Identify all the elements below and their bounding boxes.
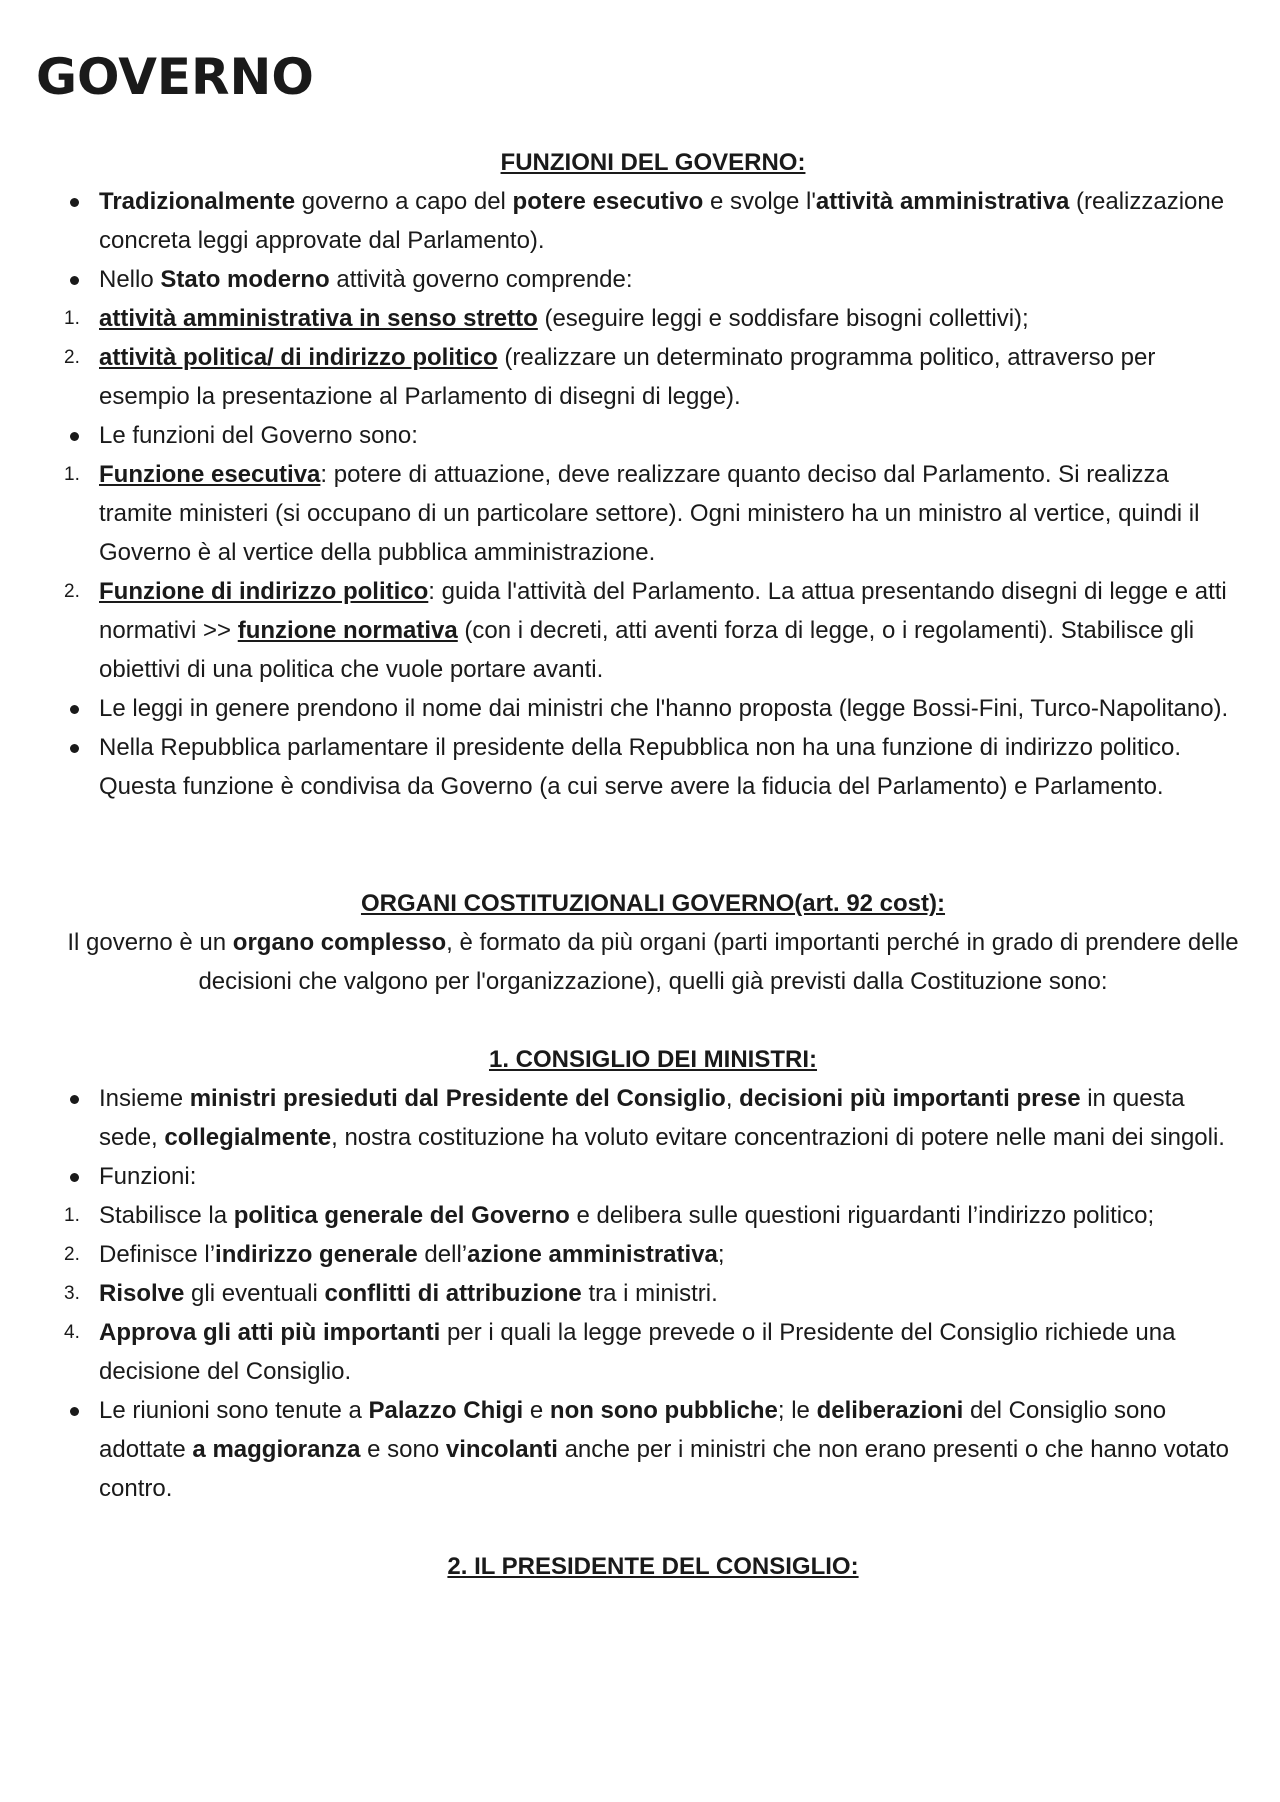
spacer bbox=[58, 1508, 1248, 1547]
section-heading-organi: ORGANI COSTITUZIONALI GOVERNO(art. 92 cost): bbox=[360, 890, 946, 917]
section-heading-consiglio-ministri: 1. CONSIGLIO DEI MINISTRI: bbox=[488, 1046, 818, 1073]
document-title: GOVERNO bbox=[36, 48, 314, 106]
document-body bbox=[58, 143, 1248, 1586]
numbered-item: 2. Definisce l’indirizzo generale dell’azione amministrativa; bbox=[58, 1235, 1248, 1274]
section-heading-funzioni: FUNZIONI DEL GOVERNO: bbox=[500, 149, 806, 176]
bullet-item: Tradizionalmente governo a capo del potere esecutivo e svolge l'attività amministrativa (realizzazione concreta leggi approvate dal Parlamento). bbox=[99, 188, 1225, 254]
numbered-item: 2. attività politica/ di indirizzo politico (realizzare un determinato programma politico, attraverso per esempio la presentazione al Parlamento di disegni di legge). bbox=[58, 338, 1248, 416]
spacer bbox=[58, 1001, 1248, 1040]
bullet-item: Le leggi in genere prendono il nome dai ministri che l'hanno proposta (legge Bossi-Fini, Turco-Napolitano). bbox=[99, 695, 1229, 722]
spacer bbox=[58, 806, 1248, 884]
numbered-item: 4. Approva gli atti più importanti per i quali la legge prevede o il Presidente del Consiglio richiede una decisione del Consiglio. bbox=[58, 1313, 1248, 1391]
numbered-item: 2. Funzione di indirizzo politico: guida l'attività del Parlamento. La attua presentando disegni di legge e atti normativi >> funzione normativa (con i decreti, atti aventi forza di legge, o i regolamenti). Stabilisce gli obiettivi di una politica che vuole portare avanti. bbox=[58, 572, 1248, 689]
bullet-item: Le funzioni del Governo sono: bbox=[99, 422, 418, 449]
bullet-item: Insieme ministri presieduti dal Presidente del Consiglio, decisioni più importanti prese in questa sede, collegialmente, nostra costituzione ha voluto evitare concentrazioni di potere nelle mani dei singoli. bbox=[99, 1085, 1225, 1151]
list-number: 2. bbox=[64, 347, 80, 368]
list-number: 3. bbox=[64, 1283, 80, 1304]
intro-paragraph: Il governo è un organo complesso, è formato da più organi (parti importanti perché in grado di prendere delle decisioni che valgono per l'organizzazione), quelli già previsti dalla Costituzione sono: bbox=[67, 929, 1239, 995]
list-number: 2. bbox=[64, 581, 80, 602]
list-number: 1. bbox=[64, 308, 80, 329]
list-number: 1. bbox=[64, 1205, 80, 1226]
list-number: 4. bbox=[64, 1322, 80, 1343]
list-number: 1. bbox=[64, 464, 80, 485]
bullet-item: Nello Stato moderno attività governo comprende: bbox=[99, 266, 633, 293]
numbered-item: 3. Risolve gli eventuali conflitti di attribuzione tra i ministri. bbox=[58, 1274, 1248, 1313]
numbered-item: 1. Stabilisce la politica generale del Governo e delibera sulle questioni riguardanti l’indirizzo politico; bbox=[58, 1196, 1248, 1235]
bullet-item: Nella Repubblica parlamentare il presidente della Repubblica non ha una funzione di indirizzo politico. Questa funzione è condivisa da Governo (a cui serve avere la fiducia del Parlamento) e Parlamento. bbox=[99, 734, 1182, 800]
section-heading-presidente-consiglio: 2. IL PRESIDENTE DEL CONSIGLIO: bbox=[447, 1553, 859, 1580]
numbered-item: 1. attività amministrativa in senso stretto (eseguire leggi e soddisfare bisogni collettivi); bbox=[58, 299, 1248, 338]
numbered-item: 1. Funzione esecutiva: potere di attuazione, deve realizzare quanto deciso dal Parlamento. Si realizza tramite ministeri (si occupano di un particolare settore). Ogni ministero ha un ministro al vertice, quindi il Governo è al vertice della pubblica amministrazione. bbox=[58, 455, 1248, 572]
list-number: 2. bbox=[64, 1244, 80, 1265]
bullet-item: Funzioni: bbox=[99, 1163, 197, 1190]
bullet-item: Le riunioni sono tenute a Palazzo Chigi e non sono pubbliche; le deliberazioni del Consiglio sono adottate a maggioranza e sono vincolanti anche per i ministri che non erano presenti o che hanno votato contro. bbox=[99, 1397, 1229, 1502]
